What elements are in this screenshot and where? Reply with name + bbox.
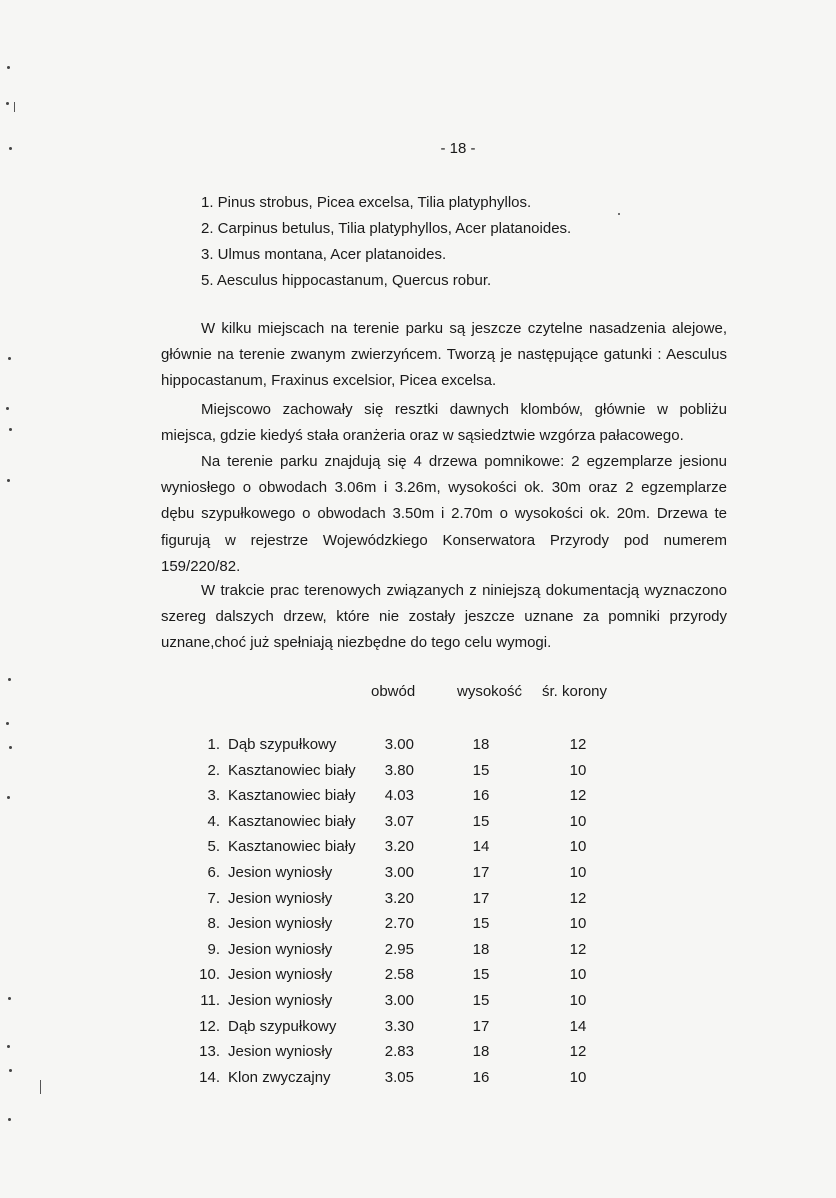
list-item: 1. Pinus strobus, Picea excelsa, Tilia platyphyllos. bbox=[201, 194, 532, 211]
height-value: 18 bbox=[472, 736, 490, 753]
circumference-value: 3.20 bbox=[384, 889, 414, 907]
scan-speck bbox=[6, 722, 9, 725]
scan-speck bbox=[8, 1118, 11, 1121]
list-item: 5. Aesculus hippocastanum, Quercus robur. bbox=[201, 272, 492, 289]
scan-speck bbox=[8, 357, 11, 360]
tree-name: Jesion wyniosły bbox=[228, 966, 333, 984]
circumference-value: 3.80 bbox=[384, 761, 414, 779]
circumference-value: 3.00 bbox=[384, 863, 414, 881]
paragraph-alleys: W kilku miejscach na terenie parku są jeszcze czytelne nasadzenia alejowe, głównie na terenie zwanym zwierzyńcem. Tworzą je następujące gatunki : Aesculus hippocastanum, Fraxinus excelsior, Picea excelsa. bbox=[161, 320, 727, 390]
column-header-circumference: obwód bbox=[371, 683, 416, 700]
table-row bbox=[0, 988, 836, 1014]
height-value: 16 bbox=[472, 1068, 490, 1086]
column-header-crown: śr. korony bbox=[542, 683, 608, 700]
row-number: 6. bbox=[207, 863, 220, 881]
height-value: 15 bbox=[472, 812, 490, 830]
height-value: 15 bbox=[472, 915, 490, 933]
tree-name: Dąb szypułkowy bbox=[228, 1017, 337, 1035]
crown-value: 12 bbox=[569, 1043, 587, 1061]
list-item: 2. Carpinus betulus, Tilia platyphyllos, Acer platanoides. bbox=[201, 220, 572, 237]
table-row bbox=[0, 783, 836, 809]
table-row bbox=[0, 758, 836, 784]
crown-value: 10 bbox=[569, 812, 587, 830]
height-value: 18 bbox=[472, 940, 490, 958]
table-row bbox=[0, 834, 836, 860]
circumference-value: 3.05 bbox=[384, 1068, 414, 1086]
height-value: 15 bbox=[472, 991, 490, 1009]
table-row bbox=[0, 886, 836, 912]
crown-value: 10 bbox=[569, 915, 587, 933]
crown-value: 10 bbox=[569, 966, 587, 984]
height-value: 17 bbox=[472, 863, 490, 881]
scan-speck bbox=[8, 678, 11, 681]
table-row bbox=[0, 911, 836, 937]
tree-name: Dąb szypułkowy bbox=[228, 736, 337, 753]
table-row bbox=[0, 1039, 836, 1065]
table-row bbox=[0, 1014, 836, 1040]
crown-value: 10 bbox=[569, 761, 587, 779]
row-number: 3. bbox=[207, 787, 220, 805]
height-value: 17 bbox=[472, 889, 490, 907]
species-list bbox=[201, 190, 571, 294]
row-number: 4. bbox=[207, 812, 220, 830]
crown-value: 12 bbox=[569, 787, 587, 805]
row-number: 2. bbox=[207, 761, 220, 779]
row-number: 1. bbox=[207, 736, 220, 753]
scan-speck bbox=[7, 479, 10, 482]
row-number: 9. bbox=[207, 940, 220, 958]
tree-name: Jesion wyniosły bbox=[228, 1043, 333, 1061]
height-value: 17 bbox=[472, 1017, 490, 1035]
page-number: - 18 - bbox=[440, 140, 476, 157]
tree-name: Klon zwyczajny bbox=[228, 1068, 331, 1086]
row-number: 12. bbox=[199, 1017, 220, 1035]
tree-name: Jesion wyniosły bbox=[228, 940, 333, 958]
row-number: 5. bbox=[207, 838, 220, 856]
crown-value: 12 bbox=[569, 736, 587, 753]
circumference-value: 2.83 bbox=[384, 1043, 414, 1061]
tree-name: Jesion wyniosły bbox=[228, 991, 333, 1009]
circumference-value: 2.58 bbox=[384, 966, 414, 984]
row-number: 7. bbox=[207, 889, 220, 907]
crown-value: 10 bbox=[569, 863, 587, 881]
table-row bbox=[0, 809, 836, 835]
crown-value: 10 bbox=[569, 1068, 587, 1086]
list-item: 3. Ulmus montana, Acer platanoides. bbox=[201, 246, 447, 263]
circumference-value: 3.30 bbox=[384, 1017, 414, 1035]
tree-name: Kasztanowiec biały bbox=[228, 787, 356, 805]
height-value: 15 bbox=[472, 761, 490, 779]
tree-table bbox=[0, 732, 836, 1090]
row-number: 10. bbox=[199, 966, 220, 984]
tree-name: Kasztanowiec biały bbox=[228, 812, 356, 830]
scan-speck bbox=[6, 407, 9, 410]
tree-name: Jesion wyniosły bbox=[228, 915, 333, 933]
tree-name: Kasztanowiec biały bbox=[228, 761, 356, 779]
row-number: 11. bbox=[200, 991, 220, 1009]
height-value: 16 bbox=[472, 787, 490, 805]
crown-value: 10 bbox=[569, 991, 587, 1009]
table-row bbox=[0, 860, 836, 886]
circumference-value: 2.70 bbox=[384, 915, 414, 933]
tree-name: Jesion wyniosły bbox=[228, 889, 333, 907]
column-header-height: wysokość bbox=[457, 683, 523, 700]
row-number: 14. bbox=[199, 1068, 220, 1086]
crown-value: 12 bbox=[569, 940, 587, 958]
circumference-value: 3.00 bbox=[384, 991, 414, 1009]
crown-value: 12 bbox=[569, 889, 587, 907]
table-row bbox=[0, 732, 836, 758]
paragraph-monument-trees: Na terenie parku znajdują się 4 drzewa pomnikowe: 2 egzemplarze jesionu wyniosłego o obwodach 3.06m i 3.26m, wysokości ok. 30m oraz 2 egzemplarze dębu szypułkowego o obwodach 3.50m i 2.70m o wysokości ok. 20m. Drzewa te figurują w rejestrze Wojewódzkiego Konserwatora Przyrody pod numerem 159/220/82. bbox=[161, 453, 727, 575]
scan-speck bbox=[6, 102, 9, 105]
table-row bbox=[0, 1065, 836, 1091]
scan-speck bbox=[9, 428, 12, 431]
crown-value: 10 bbox=[569, 838, 587, 856]
scan-mark bbox=[14, 102, 15, 112]
circumference-value: 4.03 bbox=[384, 787, 414, 805]
circumference-value: 3.00 bbox=[384, 736, 414, 753]
scan-speck bbox=[7, 66, 10, 69]
height-value: 14 bbox=[472, 838, 490, 856]
tree-name: Kasztanowiec biały bbox=[228, 838, 356, 856]
crown-value: 14 bbox=[569, 1017, 587, 1035]
table-row bbox=[0, 937, 836, 963]
row-number: 13. bbox=[199, 1043, 220, 1061]
row-number: 8. bbox=[207, 915, 220, 933]
height-value: 18 bbox=[472, 1043, 490, 1061]
scan-speck bbox=[618, 213, 620, 215]
paragraph-flowerbeds: Miejscowo zachowały się resztki dawnych klombów, głównie w pobliżu miejsca, gdzie kiedyś stała oranżeria oraz w sąsiedztwie wzgórza pałacowego. bbox=[161, 401, 727, 445]
tree-name: Jesion wyniosły bbox=[228, 863, 333, 881]
circumference-value: 3.20 bbox=[384, 838, 414, 856]
paragraph-field-work: W trakcie prac terenowych związanych z niniejszą dokumentacją wyznaczono szereg dalszych drzew, które nie zostały jeszcze uznane za pomniki przyrody uznane,choć już spełniają niezbędne do tego celu wymogi. bbox=[161, 582, 727, 652]
table-row bbox=[0, 962, 836, 988]
circumference-value: 2.95 bbox=[384, 940, 414, 958]
circumference-value: 3.07 bbox=[384, 812, 414, 830]
height-value: 15 bbox=[472, 966, 490, 984]
